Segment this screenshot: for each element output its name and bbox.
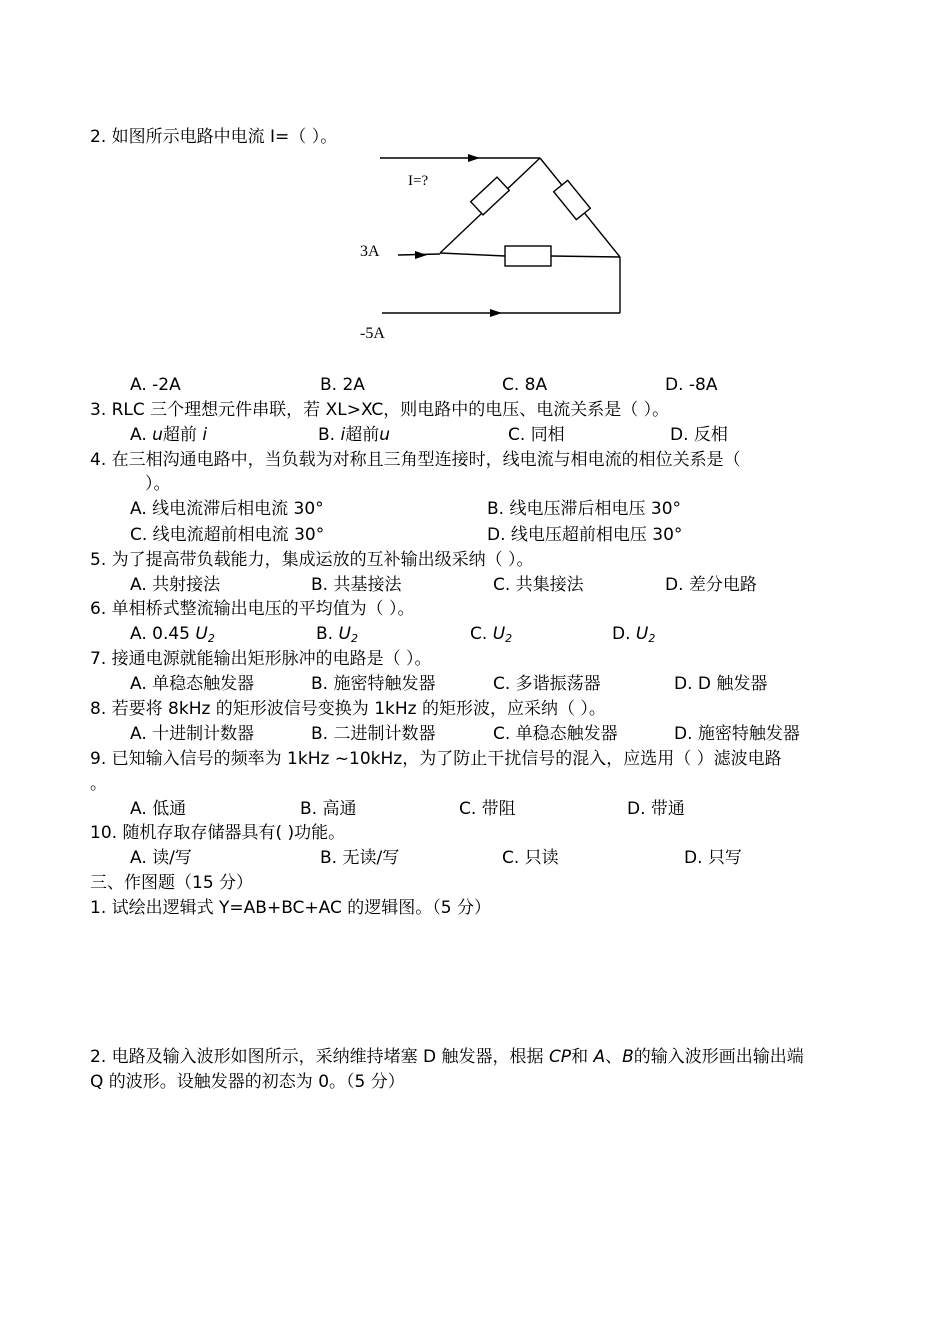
section3-q2-line2: Q 的波形。设触发器的初态为 0。（5 分） [90, 1072, 405, 1092]
q8-option-b[interactable]: B. 二进制计数器 [311, 724, 436, 744]
q3-option-d-text: 反相 [693, 425, 728, 445]
q8-option-a[interactable]: A. 十进制计数器 [130, 724, 255, 744]
q3-option-a[interactable] [130, 424, 207, 446]
section3-q2-text-a: 2. 电路及输入波形如图所示，采纳维持堵塞 D 触发器，根据 [90, 1047, 549, 1067]
q7-option-a[interactable]: A. 单稳态触发器 [130, 674, 255, 694]
q5-option-a[interactable]: A. 共射接法 [130, 575, 221, 595]
section3-q2-sep: 、 [605, 1047, 623, 1067]
q10-option-b[interactable]: B. 无读/写 [320, 848, 400, 868]
q9-option-d[interactable]: D. 带通 [627, 799, 685, 819]
section3-q2-line1 [90, 1046, 804, 1068]
q7-option-d[interactable]: D. D 触发器 [674, 674, 768, 694]
q6-option-c[interactable] [470, 623, 512, 650]
q6-option-a-sub: 2 [207, 632, 215, 645]
arrow-middle [415, 251, 427, 259]
q9-option-c[interactable]: C. 带阻 [459, 799, 516, 819]
q2-circuit-figure [350, 145, 640, 355]
q3-option-a-var: u [152, 425, 163, 445]
q7-option-b[interactable]: B. 施密特触发器 [311, 674, 436, 694]
section3-q1: 1. 试绘出逻辑式 Y=AB+BC+AC 的逻辑图。（5 分） [90, 898, 491, 918]
q6-stem: 6. 单相桥式整流输出电压的平均值为（ ）。 [90, 599, 415, 619]
q10-stem: 10. 随机存取存储器具有( )功能。 [90, 823, 346, 843]
q9-stem: 9. 已知输入信号的频率为 1kHz ~10kHz，为了防止干扰信号的混入，应选用（ ）滤波电路 [90, 749, 782, 769]
q4-stem-cont: ）。 [145, 474, 171, 494]
q3-option-d[interactable] [670, 424, 728, 446]
q6-option-d-prefix: D. [612, 624, 636, 644]
q2-option-d[interactable]: D. -8A [665, 375, 718, 395]
section3-q2-he: 和 [571, 1047, 594, 1067]
q3-stem: 3. RLC 三个理想元件串联，若 XL>XC，则电路中的电压、电流关系是（ ）。 [90, 400, 670, 420]
q6-option-b[interactable] [316, 623, 358, 650]
q7-option-c[interactable]: C. 多谐振荡器 [493, 674, 601, 694]
q6-option-c-sub: 2 [505, 632, 513, 645]
q4-option-b[interactable]: B. 线电压滞后相电压 30° [487, 499, 682, 519]
q3-option-b[interactable] [318, 424, 390, 446]
section3-q2-var-b: B [622, 1047, 634, 1067]
q4-option-a[interactable]: A. 线电流滞后相电流 30° [130, 499, 324, 519]
q3-option-c[interactable] [508, 424, 565, 446]
q3-option-b-var: i [340, 425, 346, 445]
q6-option-b-sub: 2 [350, 632, 358, 645]
q10-option-d[interactable]: D. 只写 [684, 848, 742, 868]
q10-option-c[interactable]: C. 只读 [502, 848, 559, 868]
q4-option-c[interactable]: C. 线电流超前相电流 30° [130, 525, 325, 545]
q3-option-a-text: 超前 [162, 425, 197, 445]
q8-stem: 8. 若要将 8kHz 的矩形波信号变换为 1kHz 的矩形波，应采纳（ ）。 [90, 699, 606, 719]
q8-option-d[interactable]: D. 施密特触发器 [674, 724, 800, 744]
section3-q2-cp: CP [548, 1047, 572, 1067]
q10-option-a[interactable]: A. 读/写 [130, 848, 192, 868]
q5-stem: 5. 为了提高带负载能力，集成运放的互补输出级采纳（ ）。 [90, 550, 534, 570]
q9-option-b[interactable]: B. 高通 [300, 799, 357, 819]
q2-option-b[interactable]: B. 2A [320, 375, 365, 395]
q4-stem: 4. 在三相沟通电路中，当负载为对称且三角型连接时，线电流与相电流的相位关系是（ [90, 450, 741, 470]
q7-stem: 7. 接通电源就能输出矩形脉冲的电路是（ ）。 [90, 649, 432, 669]
q6-option-d[interactable] [612, 623, 655, 650]
section3-q2-var-a: A [593, 1047, 606, 1067]
label-current-i: I=? [408, 173, 429, 189]
bottom-branch-left [440, 253, 505, 256]
q3-option-b-var2: u [379, 425, 390, 445]
resistor-bottom [505, 246, 551, 266]
arrow-bottom [490, 309, 502, 317]
q6-option-b-var: U [338, 624, 351, 644]
q6-option-a-prefix: A. 0.45 [130, 624, 196, 644]
q3-option-a-prefix: A. [130, 425, 153, 445]
q3-option-b-text: 超前 [345, 425, 380, 445]
q6-option-a[interactable] [130, 623, 215, 650]
q5-option-d[interactable]: D. 差分电路 [665, 575, 757, 595]
q4-option-d[interactable]: D. 线电压超前相电压 30° [487, 525, 683, 545]
q6-option-d-var: U [635, 624, 649, 644]
q6-option-b-prefix: B. [316, 624, 339, 644]
q9-option-a[interactable]: A. 低通 [130, 799, 187, 819]
q6-option-c-prefix: C. [470, 624, 493, 644]
q3-option-c-text: 同相 [530, 425, 565, 445]
label-3a: 3A [360, 243, 380, 260]
q3-option-c-prefix: C. [508, 425, 531, 445]
q6-option-c-var: U [492, 624, 506, 644]
q2-option-a[interactable]: A. -2A [130, 375, 181, 395]
q5-option-c[interactable]: C. 共集接法 [493, 575, 584, 595]
resistor-left [471, 177, 510, 215]
q3-option-b-prefix: B. [318, 425, 341, 445]
q3-option-a-var2: i [202, 425, 208, 445]
label-minus-5a: -5A [360, 325, 385, 342]
section3-title: 三、作图题（15 分） [90, 873, 254, 893]
arrow-top [468, 154, 480, 162]
bottom-branch-right [551, 256, 620, 257]
q9-stem-cont: 。 [90, 774, 107, 794]
q6-option-d-sub: 2 [648, 632, 656, 645]
q2-option-c[interactable]: C. 8A [502, 375, 548, 395]
q8-option-c[interactable]: C. 单稳态触发器 [493, 724, 618, 744]
q3-option-d-prefix: D. [670, 425, 694, 445]
q6-option-a-var: U [195, 624, 208, 644]
q2-stem: 2. 如图所示电路中电流 I=（ ）。 [90, 127, 338, 147]
q5-option-b[interactable]: B. 共基接法 [311, 575, 402, 595]
section3-q2-text-b: 的输入波形画出输出端 [633, 1047, 804, 1067]
